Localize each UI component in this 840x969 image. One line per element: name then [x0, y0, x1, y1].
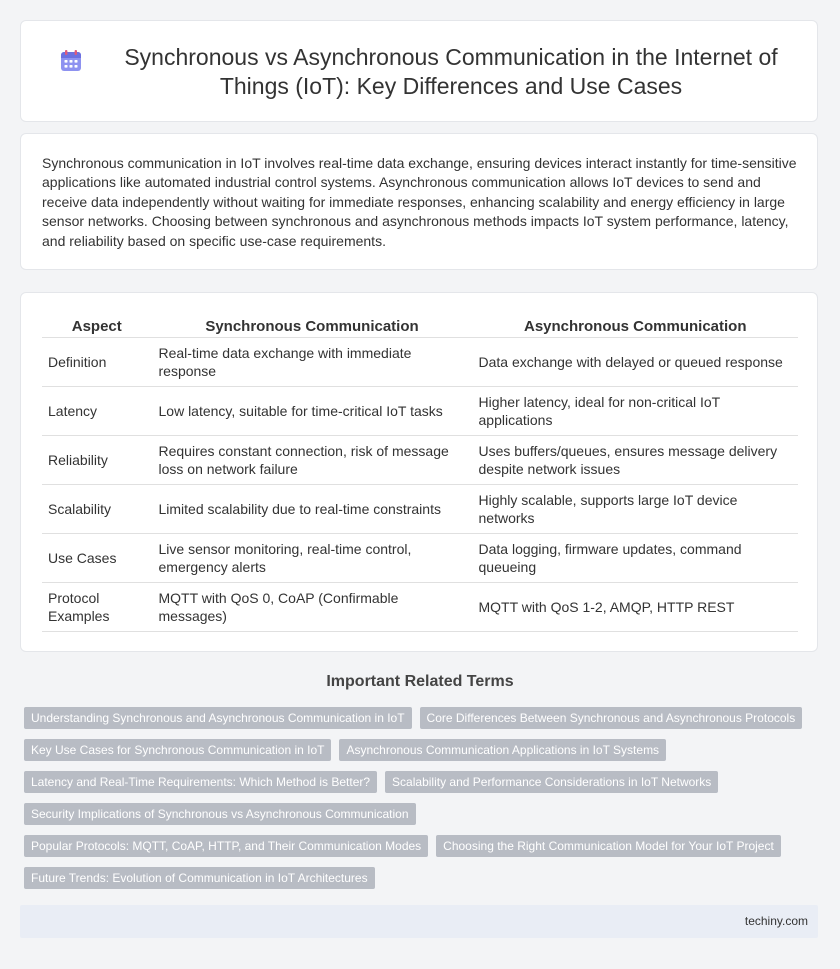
asynchronous-cell: Uses buffers/queues, ensures message delivery despite network issues: [472, 436, 798, 485]
aspect-cell: Protocol Examples: [42, 583, 152, 632]
footer-site-name: techiny.com: [744, 914, 808, 928]
synchronous-cell: Real-time data exchange with immediate response: [152, 338, 472, 387]
synchronous-cell: MQTT with QoS 0, CoAP (Confirmable messages): [152, 583, 472, 632]
synchronous-cell: Live sensor monitoring, real-time control, emergency alerts: [152, 534, 472, 583]
intro-card: [20, 133, 818, 270]
page-title: Synchronous vs Asynchronous Communication in the Internet of Things (IoT): Key Differences and Use Cases: [124, 44, 778, 99]
calendar-icon: [59, 49, 83, 73]
related-term-link[interactable]: Understanding Synchronous and Asynchronous Communication in IoT: [24, 707, 412, 729]
title-card: [20, 20, 818, 122]
asynchronous-cell: Data exchange with delayed or queued response: [472, 338, 798, 387]
table-header-row: [42, 315, 798, 338]
title-wrap: [61, 43, 797, 101]
aspect-cell: Reliability: [42, 436, 152, 485]
asynchronous-cell: Higher latency, ideal for non-critical IoT applications: [472, 387, 798, 436]
related-terms-heading: Important Related Terms: [326, 673, 514, 690]
synchronous-cell: Requires constant connection, risk of message loss on network failure: [152, 436, 472, 485]
related-term-link[interactable]: Popular Protocols: MQTT, CoAP, HTTP, and Their Communication Modes: [24, 835, 428, 857]
asynchronous-cell: MQTT with QoS 1-2, AMQP, HTTP REST: [472, 583, 798, 632]
asynchronous-cell: Highly scalable, supports large IoT device networks: [472, 485, 798, 534]
synchronous-cell: Low latency, suitable for time-critical IoT tasks: [152, 387, 472, 436]
table-row: [42, 534, 798, 583]
table-row: [42, 436, 798, 485]
comparison-table-card: [20, 292, 818, 652]
related-term-link[interactable]: Key Use Cases for Synchronous Communication in IoT: [24, 739, 331, 761]
related-term-link[interactable]: Core Differences Between Synchronous and Asynchronous Protocols: [420, 707, 803, 729]
table-row: [42, 485, 798, 534]
comparison-table: [42, 315, 798, 632]
footer: [20, 905, 818, 938]
table-row: [42, 583, 798, 632]
aspect-cell: Scalability: [42, 485, 152, 534]
aspect-cell: Use Cases: [42, 534, 152, 583]
intro-paragraph: Synchronous communication in IoT involves real-time data exchange, ensuring devices interact instantly for time-sensitive applications like automated industrial control systems. Asynchronous communication allows IoT devices to send and receive data independently without waiting for immediate responses, enhancing scalability and energy efficiency in large sensor networks. Choosing between synchronous and asynchronous methods impacts IoT system performance, latency, and reliability based on specific use-case requirements.: [42, 155, 797, 249]
header-asynchronous: Asynchronous Communication: [472, 315, 798, 338]
header-synchronous: Synchronous Communication: [152, 315, 472, 338]
related-term-link[interactable]: Choosing the Right Communication Model for Your IoT Project: [436, 835, 781, 857]
related-term-link[interactable]: Asynchronous Communication Applications in IoT Systems: [339, 739, 666, 761]
aspect-cell: Definition: [42, 338, 152, 387]
table-row: [42, 338, 798, 387]
related-terms-list: [24, 707, 820, 889]
synchronous-cell: Limited scalability due to real-time constraints: [152, 485, 472, 534]
header-aspect: Aspect: [42, 315, 152, 338]
related-term-link[interactable]: Latency and Real-Time Requirements: Which Method is Better?: [24, 771, 377, 793]
aspect-cell: Latency: [42, 387, 152, 436]
asynchronous-cell: Data logging, firmware updates, command queueing: [472, 534, 798, 583]
related-term-link[interactable]: Future Trends: Evolution of Communication in IoT Architectures: [24, 867, 375, 889]
related-term-link[interactable]: Scalability and Performance Considerations in IoT Networks: [385, 771, 718, 793]
related-term-link[interactable]: Security Implications of Synchronous vs Asynchronous Communication: [24, 803, 416, 825]
table-row: [42, 387, 798, 436]
